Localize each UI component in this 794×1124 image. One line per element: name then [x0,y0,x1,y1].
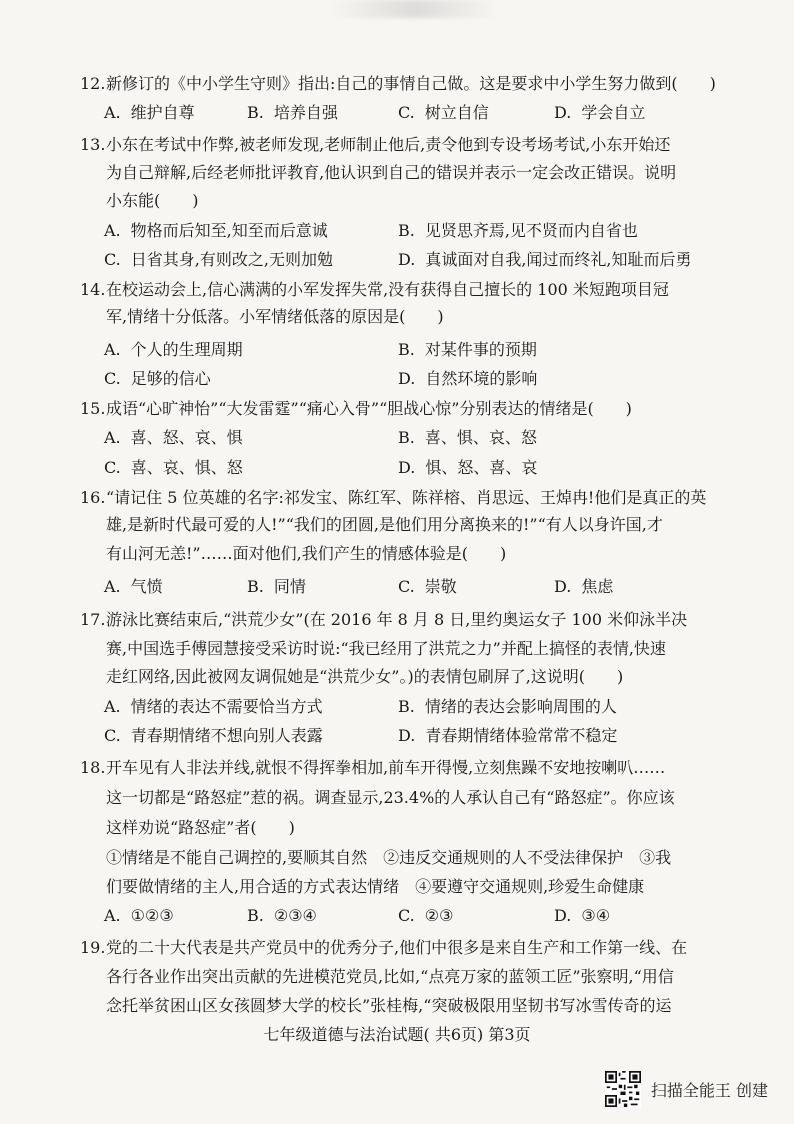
answer-option [104,368,211,390]
option-key: A. [104,577,121,596]
option-text: 崇敬 [424,577,457,596]
option-text: 树立自信 [424,103,489,122]
option-text: 情绪的表达会影响周围的人 [424,697,617,716]
option-key: B. [398,221,415,240]
option-text: 日省其身,有则改之,无则加勉 [130,250,333,269]
option-key: B. [398,340,415,359]
option-key: C. [398,906,415,925]
option-key: A. [104,103,121,122]
option-text: 同情 [273,577,306,596]
option-text: 气愤 [130,577,163,596]
option-text: 自然环境的影响 [425,369,538,388]
question-stem-line: 这样劝说“路怒症”者( ) [106,818,295,837]
option-key: B. [247,103,264,122]
question-stem-line: 小东能( ) [106,191,199,210]
answer-option [398,249,692,271]
option-key: B. [247,577,264,596]
qr-code-icon [605,1071,641,1107]
question-stem-line: 念托举贫困山区女孩圆梦大学的校长”张桂梅,“突破极限用坚韧书写冰雪传奇的运 [106,996,672,1015]
answer-option [398,696,617,718]
question-stem-line: 各行各业作出突出贡献的先进模范党员,比如,“点亮万家的蓝领工匠”张察明,“用信 [106,967,674,986]
option-text: 情绪的表达不需要恰当方式 [130,697,323,716]
option-text: 真诚面对自我,闻过而终礼,知耻而后勇 [425,250,692,269]
option-text: 维护自尊 [130,103,195,122]
question-stem-line: 新修订的《中小学生守则》指出:自己的事情自己做。这是要求中小学生努力做到( ) [106,74,716,93]
question-number: 13. [80,135,106,154]
option-text: ②③④ [273,906,317,925]
question-stem-line: 赛,中国选手傅园慧接受采访时说:“我已经用了洪荒之力”并配上搞怪的表情,快速 [106,639,666,658]
answer-option [398,725,617,747]
answer-option [247,576,306,598]
option-key: B. [398,428,415,447]
question-stem-line: 雄,是新时代最可爱的人!”“我们的团圆,是他们用分离换来的!”“有人以身许国,才 [106,515,663,534]
option-key: A. [104,906,121,925]
option-text: 见贤思齐焉,见不贤而内自省也 [424,221,638,240]
question-stem-line: 小东在考试中作弊,被老师发现,老师制止他后,责令他到专设考场考试,小东开始还 [106,135,671,154]
question-number: 12. [80,74,106,93]
option-text: 喜、惧、哀、怒 [424,428,537,447]
answer-option [554,102,645,124]
option-key: C. [398,103,415,122]
option-key: C. [104,458,121,477]
option-text: 物格而后知至,知至而后意诚 [130,221,328,240]
question-number: 18. [80,758,106,777]
question-stem-line: 开车见有人非法并线,就恨不得挥拳相加,前车开得慢,立刻焦躁不安地按喇叭…… [106,758,666,777]
option-text: 培养自强 [273,103,338,122]
answer-option [398,576,457,598]
option-key: A. [104,697,121,716]
question-stem-line: 为自己辩解,后经老师批评教育,他认识到自己的错误并表示一定会改正错误。说明 [106,163,677,182]
answer-option [104,725,323,747]
answer-option [104,102,195,124]
option-text: ③④ [581,906,611,925]
answer-option [398,102,489,124]
answer-option [398,220,638,242]
answer-option [398,368,537,390]
answer-option [398,339,537,361]
question-stem-line: 在校运动会上,信心满满的小军发挥失常,没有获得自己擅长的 100 米短跑项目冠 [106,280,669,299]
answer-option [247,102,338,124]
answer-option [104,696,323,718]
option-key: C. [104,726,121,745]
option-key: A. [104,428,121,447]
option-text: 惧、怒、喜、哀 [425,458,538,477]
question-number: 19. [80,938,106,957]
answer-option [104,905,174,927]
question-stem-line: “请记住 5 位英雄的名字:祁发宝、陈红军、陈祥榕、肖思远、王焯冉!他们是真正的英 [106,488,707,507]
question-stem-line: 们要做情绪的主人,用合适的方式表达情绪 ④要遵守交通规则,珍爱生命健康 [106,877,645,896]
option-key: D. [554,103,572,122]
answer-option [398,905,453,927]
question-number: 16. [80,488,106,507]
answer-option [554,576,613,598]
answer-option [554,905,610,927]
option-text: ②③ [424,906,454,925]
question-stem-line: 走红网络,因此被网友调侃她是“洪荒少女”。)的表情包刷屏了,这说明( ) [106,667,624,686]
option-text: 青春期情绪体验常常不稳定 [425,726,618,745]
option-key: D. [398,369,416,388]
answer-option [104,457,243,479]
scan-smudge [330,0,500,18]
question-stem-line: 这一切都是“路怒症”惹的祸。调查显示,23.4%的人承认自己有“路怒症”。你应该 [106,788,675,807]
question-number: 14. [80,280,106,299]
answer-option [104,249,333,271]
option-key: D. [398,726,416,745]
question-stem-line: 游泳比赛结束后,“洪荒少女”(在 2016 年 8 月 8 日,里约奥运女子 100 米仰泳半决 [106,610,688,629]
question-number: 15. [80,399,106,418]
answer-option [104,576,163,598]
answer-option [104,427,243,449]
option-key: C. [398,577,415,596]
option-key: D. [554,577,572,596]
page-footer: 七年级道德与法治试题( 共6页) 第3页 [263,1025,531,1044]
question-stem-line: ①情绪是不能自己调控的,要顺其自然 ②违反交通规则的人不受法律保护 ③我 [106,848,672,867]
answer-option [398,457,537,479]
question-stem-line: 有山河无恙!”……面对他们,我们产生的情感体验是( ) [106,544,507,563]
option-text: 焦虑 [581,577,614,596]
option-key: A. [104,221,121,240]
option-key: D. [398,458,416,477]
answer-option [104,339,243,361]
option-text: ①②③ [130,906,174,925]
option-key: B. [247,906,264,925]
watermark-text: 扫描全能王 创建 [650,1080,768,1100]
option-text: 足够的信心 [130,369,211,388]
option-key: D. [554,906,572,925]
question-stem-line: 党的二十大代表是共产党员中的优秀分子,他们中很多是来自生产和工作第一线、在 [106,938,688,957]
option-text: 青春期情绪不想向别人表露 [130,726,323,745]
option-key: A. [104,340,121,359]
question-stem-line: 成语“心旷神怡”“大发雷霆”“痛心入骨”“胆战心惊”分别表达的情绪是( ) [106,399,632,418]
answer-option [398,427,537,449]
option-text: 对某件事的预期 [424,340,537,359]
option-key: D. [398,250,416,269]
option-key: C. [104,250,121,269]
option-text: 学会自立 [581,103,646,122]
question-stem-line: 军,情绪十分低落。小军情绪低落的原因是( ) [106,307,444,326]
option-key: B. [398,697,415,716]
option-text: 喜、哀、惧、怒 [130,458,243,477]
answer-option [247,905,317,927]
scanner-watermark [605,1071,768,1107]
option-text: 喜、怒、哀、惧 [130,428,243,447]
option-text: 个人的生理周期 [130,340,243,359]
question-number: 17. [80,610,106,629]
option-key: C. [104,369,121,388]
answer-option [104,220,328,242]
